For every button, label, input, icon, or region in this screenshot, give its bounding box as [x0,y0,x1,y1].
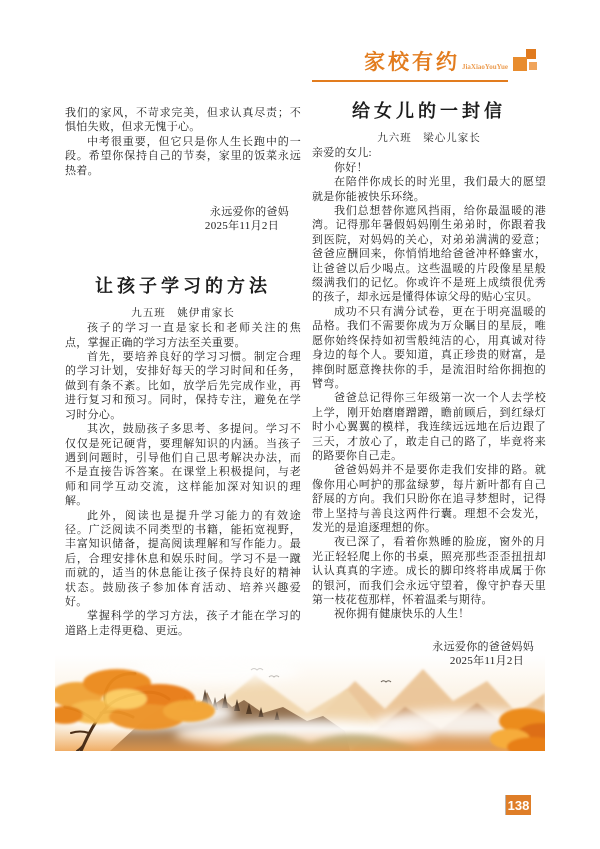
article-byline: 九五班 姚伊甫家长 [131,307,235,319]
letter-date: 2025年11月2日 [204,220,279,233]
letter-paragraph: 在陪伴你成长的时光里，我们最大的愿望就是你能被快乐环绕。 [312,176,546,203]
signature-block [65,205,301,234]
article-byline: 九六班 梁心儿家长 [377,133,481,144]
letter-paragraph: 祝你拥有健康快乐的人生！ [334,608,470,621]
pixel-square [529,62,537,70]
magazine-title: 家校有约 [363,50,460,74]
letter-paragraph: 你好！ [334,161,368,174]
right-column [312,100,546,669]
article-paragraph: 其次，鼓励孩子多思考、多提问。学习不仅仅是死记硬背，要理解知识的内涵。当孩子遇到问题时，引导他们自己思考解决办法，而不是直接告诉答案。在课堂上积极提问，与老师和同学互动交流，这样能加深对知识的理解。 [65,423,301,508]
letter-paragraph: 成功不只有满分试卷，更在于明亮温暖的品格。我们不需要你成为万众瞩目的星辰，唯愿你始终保持如初雪般纯洁的心，用真诚对待身边的每个人。要知道，真正珍贵的财富，是摔倒时愿意搀扶你的手，是流泪时给你拥抱的臂弯。 [312,305,546,390]
pixel-square [513,57,527,71]
article-title: 给女儿的一封信 [352,101,506,121]
article-paragraph: 首先，要培养良好的学习习惯。制定合理的学习计划，安排好每天的学习时间和任务，做到有条不紊。比如，放学后先完成作业，再进行复习和预习。同时，保持专注，避免在学习时分心。 [65,351,301,421]
letter-date: 2025年11月2日 [449,655,524,668]
pixel-squares-icon [513,49,545,79]
page-number-badge: 138 [506,795,531,815]
article-paragraph: 孩子的学习一直是家长和老师关注的焦点，掌握正确的学习方法至关重要。 [65,322,301,349]
article-paragraph: 此外，阅读也是提升学习能力的有效途径。广泛阅读不同类型的书籍，能拓宽视野，丰富知识储备，提高阅读理解和写作能力。最后，合理安排休息和娱乐时间。学习不是一蹴而就的，适当的休息能让孩子保持良好的精神状态。鼓励孩子参加体育活动、培养兴趣爱好。 [65,509,301,608]
letter-paragraph: 夜已深了，看着你熟睡的脸庞，窗外的月光正轻轻爬上你的书桌，照亮那些歪歪扭扭却认认真真的字迹。成长的脚印终将串成属于你的银河，而我们会永远守望着，像守护春天里第一枝花苞那样，怀着温柔与期待。 [312,536,546,606]
letter-paragraph: 爸爸总记得你三年级第一次一个人去学校上学，刚开始磨磨蹭蹭，瞻前顾后，到红绿灯时小心翼翼的模样，我连续远远地在后边跟了三天，才放心了，敢走自己的路了，毕竟将来的路要你自己走。 [312,392,546,462]
continuation-paragraph: 我们的家风，不苛求完美，但求认真尽责；不惧怕失败，但求无愧于心。 [65,107,301,134]
continuation-paragraph: 中考很重要，但它只是你人生长跑中的一段。希望你保持自己的节奏，家里的饭菜永远热着。 [65,135,301,177]
signature-block [312,640,546,669]
article-title: 让孩子学习的方法 [95,275,271,296]
parent-signature: 永远爱你的爸爸妈妈 [432,640,534,653]
page-header [312,46,508,82]
letter-paragraph: 爸爸妈妈并不是要你走我们安排的路。就像你用心呵护的那盆绿萝，每片新叶都有自己舒展的方向。我们只盼你在追寻梦想时，记得带上坚持与善良这两件行囊。理想不会发光，发光的是追逐理想的你。 [312,464,546,534]
article-paragraph: 掌握科学的学习方法，孩子才能在学习的道路上走得更稳、更远。 [65,610,301,637]
letter-paragraph: 我们总想替你遮风挡雨，给你最温暖的港湾。记得那年暑假妈妈刚生弟弟时，你跟着我到医院，对妈妈的关心，对弟弟满满的爱意；爸爸应酬回来，你悄悄地给爸爸冲杯蜂蜜水，让爸爸以后少喝点。这些温暖的片段像星星般缀满我们的记忆。你或许不是班上成绩很优秀的孩子，却永远是懂得体谅父母的贴心宝贝。 [312,205,546,304]
letter-salutation: 亲爱的女儿: [312,147,372,160]
left-column [65,106,301,638]
pixel-square [526,49,536,59]
parent-signature: 永远爱你的爸妈 [209,206,289,219]
autumn-landscape-image [55,655,545,751]
magazine-title-pinyin: JiaXiaoYouYue [461,63,508,71]
